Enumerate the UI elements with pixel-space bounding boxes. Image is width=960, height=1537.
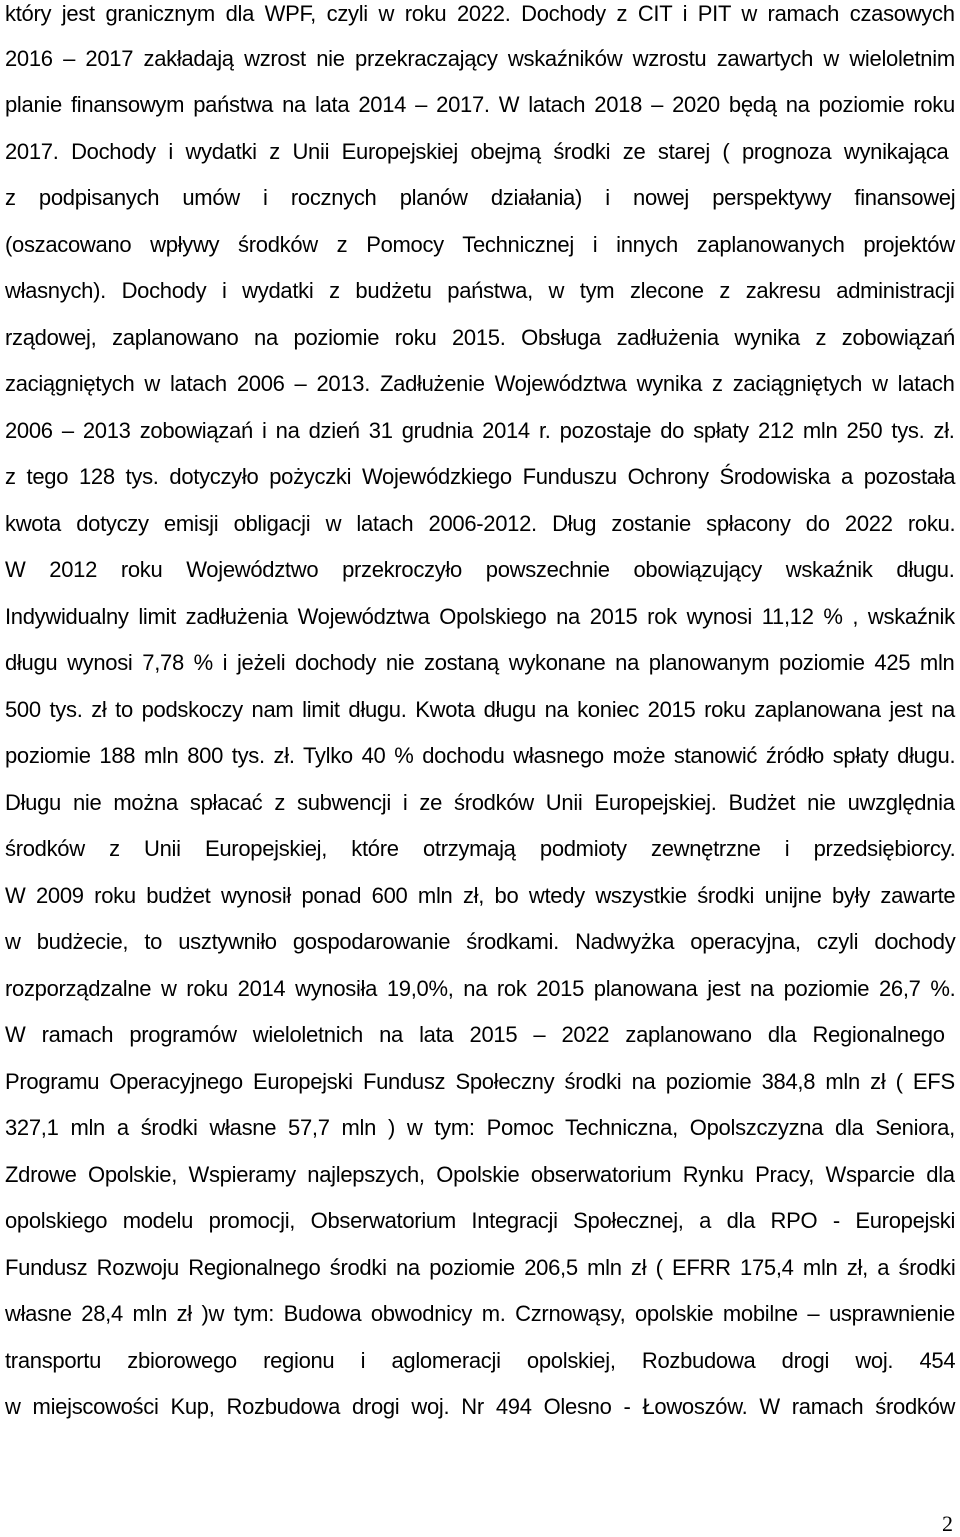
text-line: 2006 – 2013 zobowiązań i na dzień 31 grudnia 2014 r. pozostaje do spłaty 212 mln 250 tys. zł. bbox=[5, 418, 955, 443]
page-number: 2 bbox=[942, 1511, 953, 1536]
text-line: transportu zbiorowego regionu i aglomeracji opolskiej, Rozbudowa drogi woj. 454 bbox=[5, 1348, 956, 1373]
text-line: własne 28,4 mln zł )w tym: Budowa obwodnicy m. Czrnowąsy, opolskie mobilne – usprawnienie bbox=[5, 1301, 955, 1326]
text-line: planie finansowym państwa na lata 2014 – 2017. W latach 2018 – 2020 będą na poziomie roku bbox=[5, 92, 955, 117]
text-line: z podpisanych umów i rocznych planów działania) i nowej perspektywy finansowej bbox=[5, 185, 956, 210]
text-line: 327,1 mln a środki własne 57,7 mln ) w tym: Pomoc Techniczna, Opolszczyzna dla Seniora, bbox=[5, 1115, 955, 1140]
text-line: Indywidualny limit zadłużenia Województwa Opolskiego na 2015 rok wynosi 11,12 % , wskaźnik bbox=[5, 604, 955, 629]
text-line: 2016 – 2017 zakładają wzrost nie przekraczający wskaźników wzrostu zawartych w wieloletnim bbox=[5, 46, 955, 71]
text-line: rozporządzalne w roku 2014 wynosiła 19,0%, na rok 2015 planowana jest na poziomie 26,7 %. bbox=[5, 976, 956, 1001]
text-line: (oszacowano wpływy środków z Pomocy Technicznej i innych zaplanowanych projektów bbox=[5, 232, 955, 257]
text-line: środków z Unii Europejskiej, które otrzymają podmioty zewnętrzne i przedsiębiorcy. bbox=[5, 836, 956, 861]
text-line: poziomie 188 mln 800 tys. zł. Tylko 40 % dochodu własnego może stanowić źródło spłaty długu. bbox=[5, 743, 956, 768]
text-line: W ramach programów wieloletnich na lata 2015 – 2022 zaplanowano dla Regionalnego bbox=[5, 1022, 945, 1047]
text-line: zaciągniętych w latach 2006 – 2013. Zadłużenie Województwa wynika z zaciągniętych w latach bbox=[5, 371, 955, 396]
text-line: 2017. Dochody i wydatki z Unii Europejskiej obejmą środki ze starej ( prognoza wynikająca bbox=[5, 139, 949, 164]
text-line: Programu Operacyjnego Europejski Fundusz Społeczny środki na poziomie 384,8 mln zł ( EFS bbox=[5, 1069, 955, 1094]
text-line: W 2012 roku Województwo przekroczyło powszechnie obowiązujący wskaźnik długu. bbox=[5, 557, 955, 582]
text-line: który jest granicznym dla WPF, czyli w roku 2022. Dochody z CIT i PIT w ramach czasowych bbox=[5, 1, 955, 26]
text-line: rządowej, zaplanowano na poziomie roku 2015. Obsługa zadłużenia wynika z zobowiązań bbox=[5, 325, 955, 350]
text-line: W 2009 roku budżet wynosił ponad 600 mln zł, bo wtedy wszystkie środki unijne były zawarte bbox=[5, 883, 956, 908]
text-line: Długu nie można spłacać z subwencji i ze środków Unii Europejskiej. Budżet nie uwzględnia bbox=[5, 790, 955, 815]
text-line: opolskiego modelu promocji, Obserwatorium Integracji Społecznej, a dla RPO - Europejski bbox=[5, 1208, 956, 1233]
text-line: z tego 128 tys. dotyczyło pożyczki Wojewódzkiego Funduszu Ochrony Środowiska a pozostała bbox=[5, 464, 956, 489]
text-line: własnych). Dochody i wydatki z budżetu państwa, w tym zlecone z zakresu administracji bbox=[5, 278, 955, 303]
text-line: w budżecie, to usztywniło gospodarowanie środkami. Nadwyżka operacyjna, czyli dochody bbox=[5, 929, 956, 954]
text-line: 500 tys. zł to podskoczy nam limit długu. Kwota długu na koniec 2015 roku zaplanowana jest na bbox=[5, 697, 955, 722]
text-line: kwota dotyczy emisji obligacji w latach 2006-2012. Dług zostanie spłacony do 2022 roku. bbox=[5, 511, 956, 536]
text-line: Fundusz Rozwoju Regionalnego środki na poziomie 206,5 mln zł ( EFRR 175,4 mln zł, a środki bbox=[5, 1255, 956, 1280]
text-line: długu wynosi 7,78 % i jeżeli dochody nie zostaną wykonane na planowanym poziomie 425 mln bbox=[5, 650, 955, 675]
text-line: Zdrowe Opolskie, Wspieramy najlepszych, Opolskie obserwatorium Rynku Pracy, Wsparcie dla bbox=[5, 1162, 955, 1187]
text-line: w miejscowości Kup, Rozbudowa drogi woj. Nr 494 Olesno - Łowoszów. W ramach środków bbox=[5, 1394, 956, 1419]
